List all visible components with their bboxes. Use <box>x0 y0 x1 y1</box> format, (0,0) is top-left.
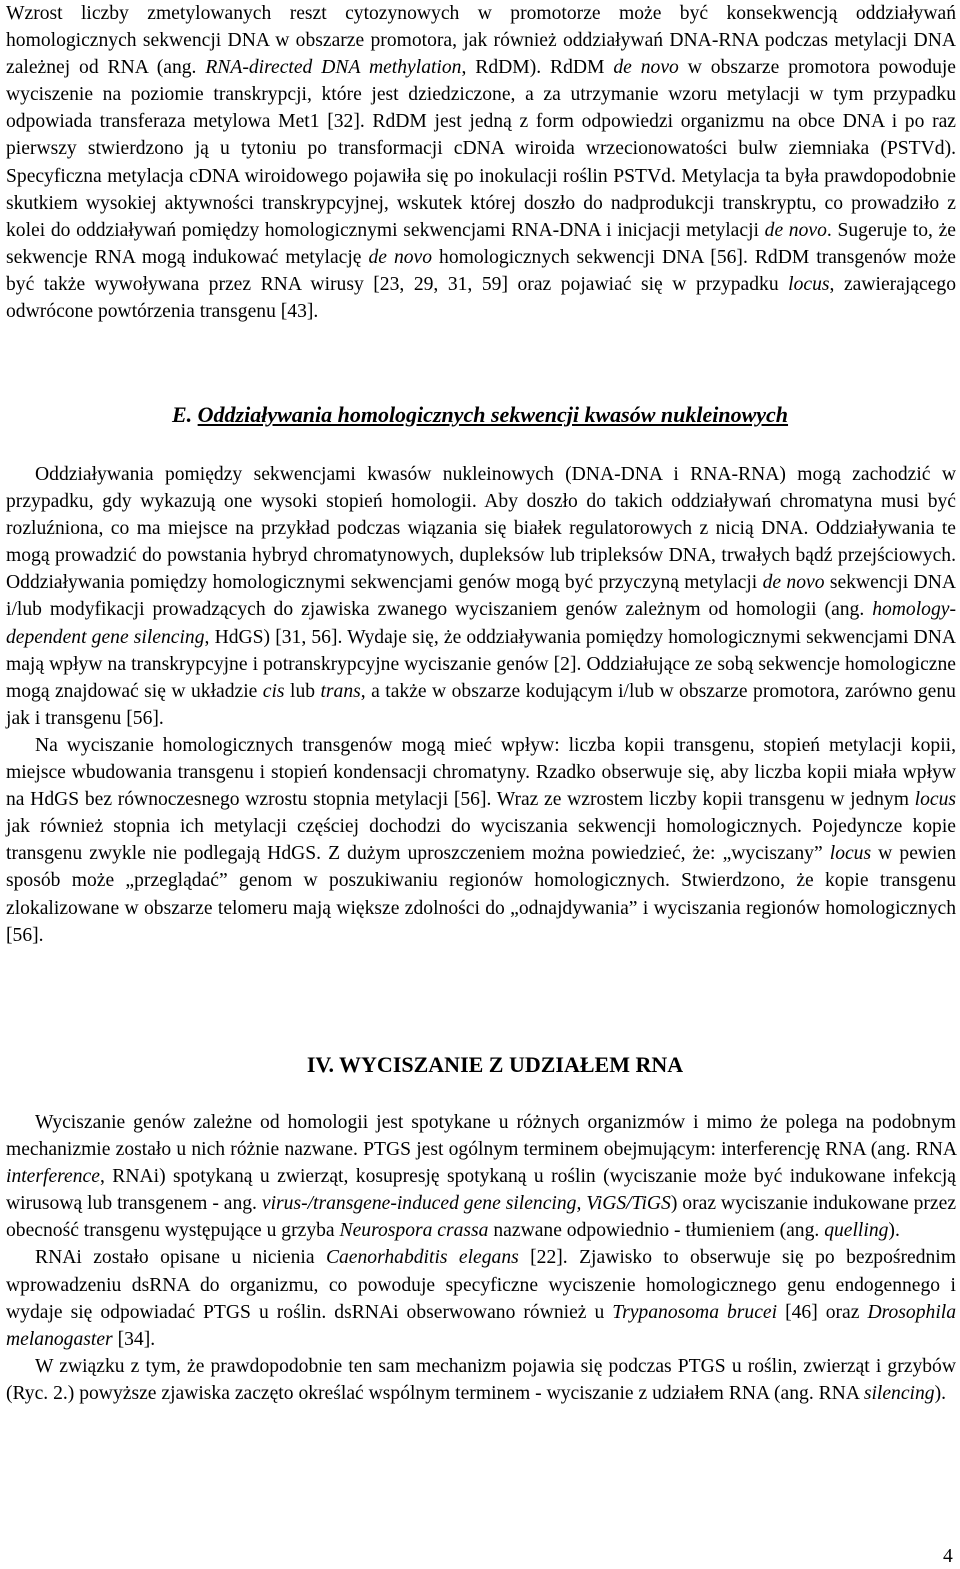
italic-run: trans <box>320 680 361 702</box>
text-run: w obszarze promotora powoduje wyciszenie na poziomie transkrypcji, które jest dziedziczone, a za utrzymanie wzoru metylacji w tym przypadku odpowiada transferaza metylowa Met1 [32]. RdDM jest jedną z form odpowiedzi organizmu na obce DNA i po raz pierwszy stwierdzono ją u tytoniu po transformacji cDNA wiroida wrzecionowatości bulw ziemniaka (PSTVd). Specyficzna metylacja cDNA wiroidowego pojawiła się po inokulacji roślin PSTVd. Metylacja ta była prawdopodobnie skutkiem wysokiej aktywności transkrypcyjnej, wskutek której doszło do nadprodukcji transkryptu, co prowadziło z kolei do oddziaływań pomiędzy homologicznymi sekwencjami RNA-DNA i inicjacji metylacji <box>6 57 957 241</box>
text-run: ). <box>934 1382 946 1404</box>
italic-run: Caenorhabditis elegans <box>325 1247 519 1269</box>
section-e-body <box>6 461 956 949</box>
text-run: Wzrost liczby zmetylowanych reszt cytozynowych w promotorze może być konsekwencją oddziaływań homologicznych sekwencji DNA w obszarze promotora, jak również oddziaływań DNA-RNA podczas metylacji DNA zależnej od RNA (ang. <box>6 3 956 79</box>
text-run: ). <box>888 1220 900 1242</box>
text-run: Oddziaływania pomiędzy sekwencjami kwasów nukleinowych (DNA-DNA i RNA-RNA) mogą zachodzić w przypadku, gdy wykazują one wysoki stopień homologii. Aby doszło do takich oddziaływań chromatyna musi być rozluźniona, co ma miejsce na przykład podczas wiązania się białek regulatorowych z nicią DNA. Oddziaływania te mogą prowadzić do powstania hybryd chromatynowych, dupleksów lub tripleksów DNA, trwałych bądź przejściowych. Oddziaływania pomiędzy homologicznymi sekwencjami genów mogą być przyczyną metylacji <box>6 464 956 594</box>
text-run: sekwencji DNA i/lub modyfikacji prowadzących do zjawiska zwanego wyciszaniem genów zależnym od homologii (ang. <box>6 572 956 621</box>
text-run: [34]. <box>112 1328 156 1350</box>
italic-run: homology-dependent gene silencing <box>6 599 956 648</box>
section-iv-paragraph-1 <box>6 1109 956 1244</box>
intro-paragraph <box>6 0 956 325</box>
italic-run: Neurospora crassa <box>339 1220 489 1242</box>
italic-run: de novo <box>762 572 825 594</box>
italic-run: de novo <box>368 246 433 268</box>
section-e-heading <box>0 400 960 430</box>
text-run: lub <box>284 680 321 702</box>
italic-run: locus <box>788 273 830 295</box>
text-run: , HdGS) [31, 56]. Wydaje się, że oddziaływania pomiędzy homologicznymi sekwencjami DNA mają wpływ na transkrypcyjne i potranskrypcyjne wyciszanie genów [2]. Oddziałujące ze sobą sekwencje homologiczne mogą znajdować się w układzie <box>6 626 956 702</box>
section-iv-heading: IV. WYCISZANIE Z UDZIAŁEM RNA <box>306 1052 684 1077</box>
text-run: , RdDM). RdDM <box>461 57 614 79</box>
section-iv-body <box>6 1109 956 1407</box>
text-run: ) oraz wyciszanie indukowane przez obecność transgenu występujące u grzyba <box>6 1193 957 1242</box>
text-run: [22]. Zjawisko to obserwuje się po bezpośrednim wprowadzeniu dsRNA do organizmu, co powoduje specyficzne wyciszenie homologicznego genu endogennego i wydaje się odpowiadać PTGS u roślin. dsRNAi obserwowano również u <box>6 1247 956 1323</box>
italic-run: cis <box>262 680 285 702</box>
section-iv-paragraph-3 <box>6 1353 956 1407</box>
italic-run: locus <box>914 789 956 811</box>
text-run: W związku z tym, że prawdopodobnie ten sam mechanizm pojawia się podczas PTGS u roślin, zwierząt i grzybów (Ryc. 2.) powyższe zjawiska zaczęto określać wspólnym terminem - wyciszanie z udziałem RNA (ang. RNA <box>6 1355 956 1404</box>
text-run: , a także w obszarze kodującym i/lub w obszarze promotora, zarówno genu jak i transgenu [56]. <box>6 680 956 729</box>
section-e-title: Oddziaływania homologicznych sekwencji kwasów nukleinowych <box>197 402 789 427</box>
section-e-paragraph-2 <box>6 732 956 949</box>
italic-run: de novo <box>764 219 827 241</box>
section-e-paragraph-1 <box>6 461 956 732</box>
section-iv-paragraph-2 <box>6 1244 956 1352</box>
section-e-prefix: E. <box>171 402 198 427</box>
italic-run: Drosophila melanogaster <box>6 1301 956 1350</box>
text-run: , zawierającego odwrócone powtórzenia transgenu [43]. <box>6 273 956 323</box>
text-run: [46] oraz <box>777 1301 868 1323</box>
text-run: . Sugeruje to, że sekwencje RNA mogą indukować metylację <box>6 219 956 268</box>
italic-run: de novo <box>613 57 679 79</box>
text-run: , RNAi) spotykaną u zwierząt, kosupresję spotykaną u roślin (wyciszanie może być indukowane infekcją wirusową lub transgenem - ang. <box>6 1166 956 1215</box>
text-run: Na wyciszanie homologicznych transgenów mogą mieć wpływ: liczba kopii transgenu, stopień metylacji kopii, miejsce wbudowania transgenu i stopień kondensacji chromatyny. Rzadko obserwuje się, aby liczba kopii miała wpływ na HdGS bez równoczesnego wzrostu stopnia metylacji [56]. Wraz ze wzrostem liczby kopii transgenu w jednym <box>6 734 956 811</box>
italic-run: silencing <box>863 1382 935 1404</box>
text-run: homologicznych sekwencji DNA [56]. RdDM transgenów może być także wywoływana przez RNA wirusy [23, 29, 31, 59] oraz pojawiać się w przypadku <box>6 246 957 295</box>
text-run: w pewien sposób może „przeglądać” genom w poszukiwaniu regionów homologicznych. Stwierdzono, że kopie transgenu zlokalizowane w obszarze telomeru mają większe zdolności do „odnajdywania” i wyciszania regionów homologicznych [56]. <box>6 843 956 946</box>
italic-run: RNA-directed DNA methylation <box>205 57 462 79</box>
italic-run: virus-/transgene-induced gene silencing, ViGS/TiGS <box>261 1193 671 1215</box>
italic-run: Trypanosoma brucei <box>612 1301 778 1323</box>
text-run: nazwane odpowiednio - tłumieniem (ang. <box>488 1220 825 1242</box>
page-number: 4 <box>943 1546 953 1567</box>
text-run: RNAi zostało opisane u nicienia <box>35 1247 326 1269</box>
text-run: jak również stopnia ich metylacji częściej dochodzi do wyciszania sekwencji homologicznych. Pojedyncze kopie transgenu zwykle nie podlegają HdGS. Z dużym uproszczeniem można powiedzieć, że: „wyciszany” <box>6 816 956 865</box>
italic-run: locus <box>829 843 872 865</box>
text-run: Wyciszanie genów zależne od homologii jest spotykane u różnych organizmów i mimo że polega na podobnym mechanizmie zostało u nich różnie nazwane. PTGS jest ogólnym terminem obejmującym: interferencję RNA (ang. RNA <box>6 1112 956 1161</box>
italic-run: quelling <box>824 1220 889 1242</box>
italic-run: interference <box>6 1166 100 1188</box>
